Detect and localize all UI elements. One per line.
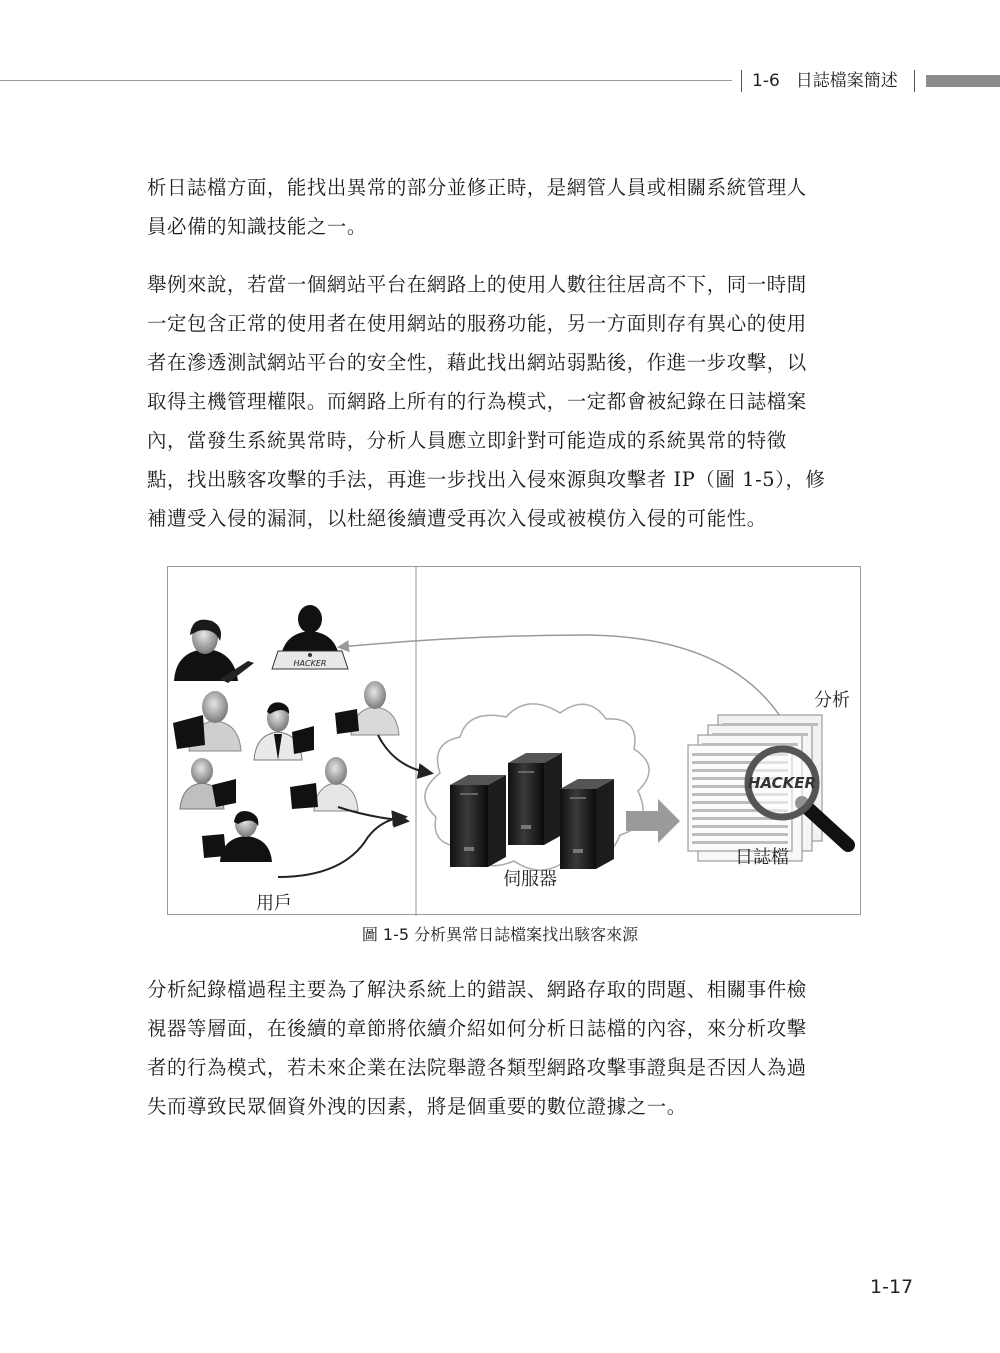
server-tower-right-icon [560, 779, 614, 869]
user-to-server-arrow-3 [278, 817, 404, 877]
user-woman-laptop-icon [174, 620, 254, 683]
text-line: 者的行為模式，若未來企業在法院舉證各類型網路攻擊事證與是否因人為過 [147, 1056, 807, 1079]
header-tab-bar [926, 75, 1000, 87]
server-label: 伺服器 [503, 869, 557, 890]
text-line: 分析紀錄檔過程主要為了解決系統上的錯誤、網路存取的問題、相關事件檢 [147, 978, 807, 1001]
running-header [752, 70, 898, 92]
text-line: 一定包含正常的使用者在使用網站的服務功能，另一方面則存有異心的使用 [147, 312, 807, 335]
user-to-server-arrow-1 [378, 735, 430, 773]
text-line: 補遭受入侵的漏洞，以杜絕後續遭受再次入侵或被模仿入侵的可能性。 [147, 507, 767, 530]
trace-back-arrow [340, 635, 782, 719]
page-number: 1-17 [870, 1276, 914, 1298]
figure-1-5 [167, 566, 861, 915]
text-line: 析日誌檔方面，能找出異常的部分並修正時，是網管人員或相關系統管理人 [147, 176, 807, 199]
paragraph-1 [147, 168, 887, 246]
user-suit-laptop-icon [254, 702, 314, 760]
paragraph-2 [147, 265, 887, 538]
text-line: 視器等層面，在後續的章節將依續介紹如何分析日誌檔的內容，來分析攻擊 [147, 1017, 807, 1040]
section-title: 日誌檔案簡述 [795, 71, 898, 91]
text-line: 員必備的知識技能之一。 [147, 215, 367, 238]
header-rule [0, 80, 732, 81]
text-line: 取得主機管理權限。而網路上所有的行為模式，一定都會被紀錄在日誌檔案 [147, 390, 807, 413]
analysis-label: 分析 [814, 690, 850, 711]
user-shirt-laptop-icon [335, 681, 399, 735]
text-line: 失而導致民眾個資外洩的因素，將是個重要的數位證據之一。 [147, 1095, 687, 1118]
header-separator-right [914, 70, 915, 92]
logfile-label: 日誌檔 [735, 847, 789, 868]
figure-caption: 圖 1-5 分析異常日誌檔案找出駭客來源 [361, 925, 639, 944]
section-number: 1-6 [752, 71, 780, 91]
user-man-right-icon [290, 757, 358, 811]
server-tower-middle-icon [508, 753, 562, 845]
hacker-laptop-label: HACKER [293, 659, 327, 668]
hacker-icon [272, 605, 348, 669]
user-man-laptop-icon [173, 691, 241, 751]
user-woman-laptop-bottom-icon [202, 811, 272, 862]
text-line: 內，當發生系統異常時，分析人員應立即針對可能造成的系統異常的特徵 [147, 429, 787, 452]
figure-diagram [168, 567, 862, 916]
server-tower-left-icon [450, 775, 506, 867]
user-bald-laptop-icon [180, 758, 236, 809]
text-line: 點，找出駭客攻擊的手法，再進一步找出入侵來源與攻擊者 IP（圖 1-5），修 [147, 468, 826, 491]
text-line: 舉例來說，若當一個網站平台在網路上的使用人數往往居高不下，同一時間 [147, 273, 807, 296]
header-separator-left [741, 70, 742, 92]
users-label: 用戶 [256, 893, 292, 914]
text-line: 者在滲透測試網站平台的安全性，藉此找出網站弱點後，作進一步攻擊，以 [147, 351, 807, 374]
hacker-magnified-label: HACKER [747, 774, 817, 792]
paragraph-3 [147, 970, 887, 1126]
